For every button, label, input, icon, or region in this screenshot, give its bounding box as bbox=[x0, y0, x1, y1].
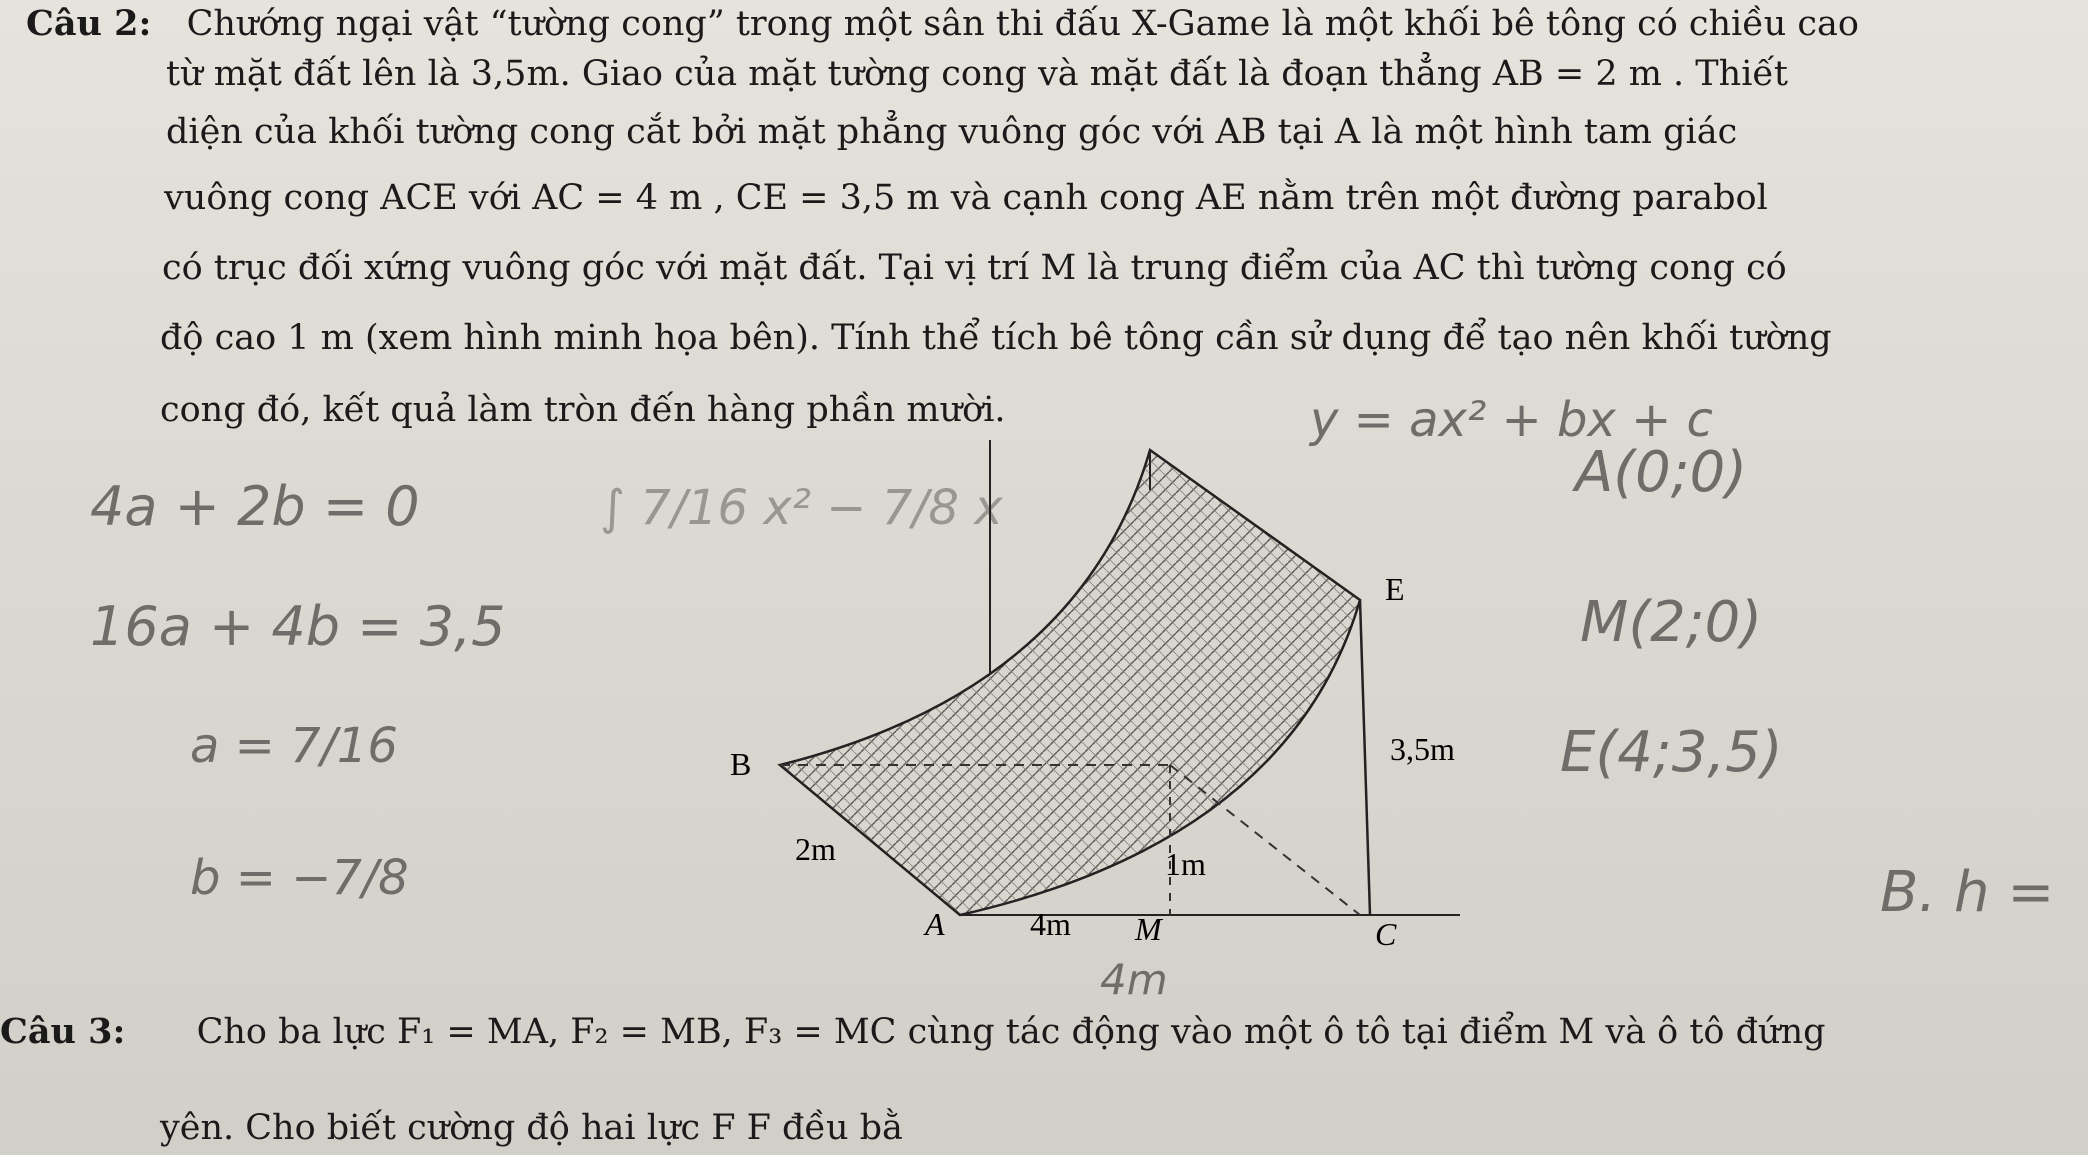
label-height: 3,5m bbox=[1390, 731, 1455, 767]
q2-line-2: từ mặt đất lên là 3,5m. Giao của mặt tường cong và mặt đất là đoạn thẳng AB = 2 m . Thiết bbox=[166, 54, 1788, 94]
q3-line-2: yên. Cho biết cường độ hai lực F F đều bằ bbox=[160, 1108, 903, 1148]
hand-point-m: M(2;0) bbox=[1580, 590, 1763, 655]
curved-wall-figure bbox=[700, 430, 1460, 950]
dashed-diagonal bbox=[1170, 765, 1360, 915]
q2-text-1: Chướng ngại vật “tường cong” trong một sân thi đấu X-Game là một khối bê tông có chiều cao bbox=[186, 4, 1859, 44]
q2-line-3: diện của khối tường cong cắt bởi mặt phẳng vuông góc với AB tại A là một hình tam giác bbox=[166, 112, 1738, 152]
hand-b: b = −7/8 bbox=[190, 850, 409, 906]
hand-point-a: A(0;0) bbox=[1575, 440, 1748, 505]
label-a: A bbox=[925, 906, 945, 942]
q2-label: Câu 2: bbox=[26, 3, 152, 44]
q2-line-7: cong đó, kết quả làm tròn đến hàng phần mười. bbox=[160, 390, 1006, 430]
hand-4m: 4m bbox=[1100, 955, 1168, 1004]
hand-b-h: B. h = bbox=[1880, 860, 2055, 925]
hand-parabola: y = ax² + bx + c bbox=[1310, 392, 1713, 448]
label-ac: 4m bbox=[1030, 906, 1071, 942]
q2-line-5: có trục đối xứng vuông góc với mặt đất. Tại vị trí M là trung điểm của AC thì tường cong có bbox=[162, 248, 1787, 288]
q2-line-1 bbox=[26, 4, 1859, 44]
hand-point-e: E(4;3,5) bbox=[1560, 720, 1783, 785]
hand-a: a = 7/16 bbox=[190, 718, 398, 774]
label-b: B bbox=[730, 746, 752, 782]
label-m: M bbox=[1135, 911, 1162, 947]
q3-line-1 bbox=[0, 1012, 1826, 1052]
q2-line-6: độ cao 1 m (xem hình minh họa bên). Tính thể tích bê tông cần sử dụng để tạo nên khối tường bbox=[160, 318, 1832, 358]
q2-line-4: vuông cong ACE với AC = 4 m , CE = 3,5 m và cạnh cong AE nằm trên một đường parabol bbox=[164, 178, 1768, 218]
hand-eq-1: 4a + 2b = 0 bbox=[90, 475, 420, 538]
q3-text: Cho ba lực F₁ = MA, F₂ = MB, F₃ = MC cùng tác động vào một ô tô tại điểm M và ô tô đứng bbox=[196, 1012, 1826, 1052]
edge-e-c bbox=[1360, 600, 1370, 915]
label-e: E bbox=[1385, 571, 1405, 607]
label-mid: 1m bbox=[1165, 846, 1206, 882]
q3-label: Câu 3: bbox=[0, 1011, 126, 1052]
label-c: C bbox=[1375, 916, 1397, 950]
label-ab: 2m bbox=[795, 831, 836, 867]
hand-eq-2: 16a + 4b = 3,5 bbox=[90, 595, 506, 658]
hand-integral: ∫ 7/16 x² − 7/8 x bbox=[600, 480, 1003, 536]
